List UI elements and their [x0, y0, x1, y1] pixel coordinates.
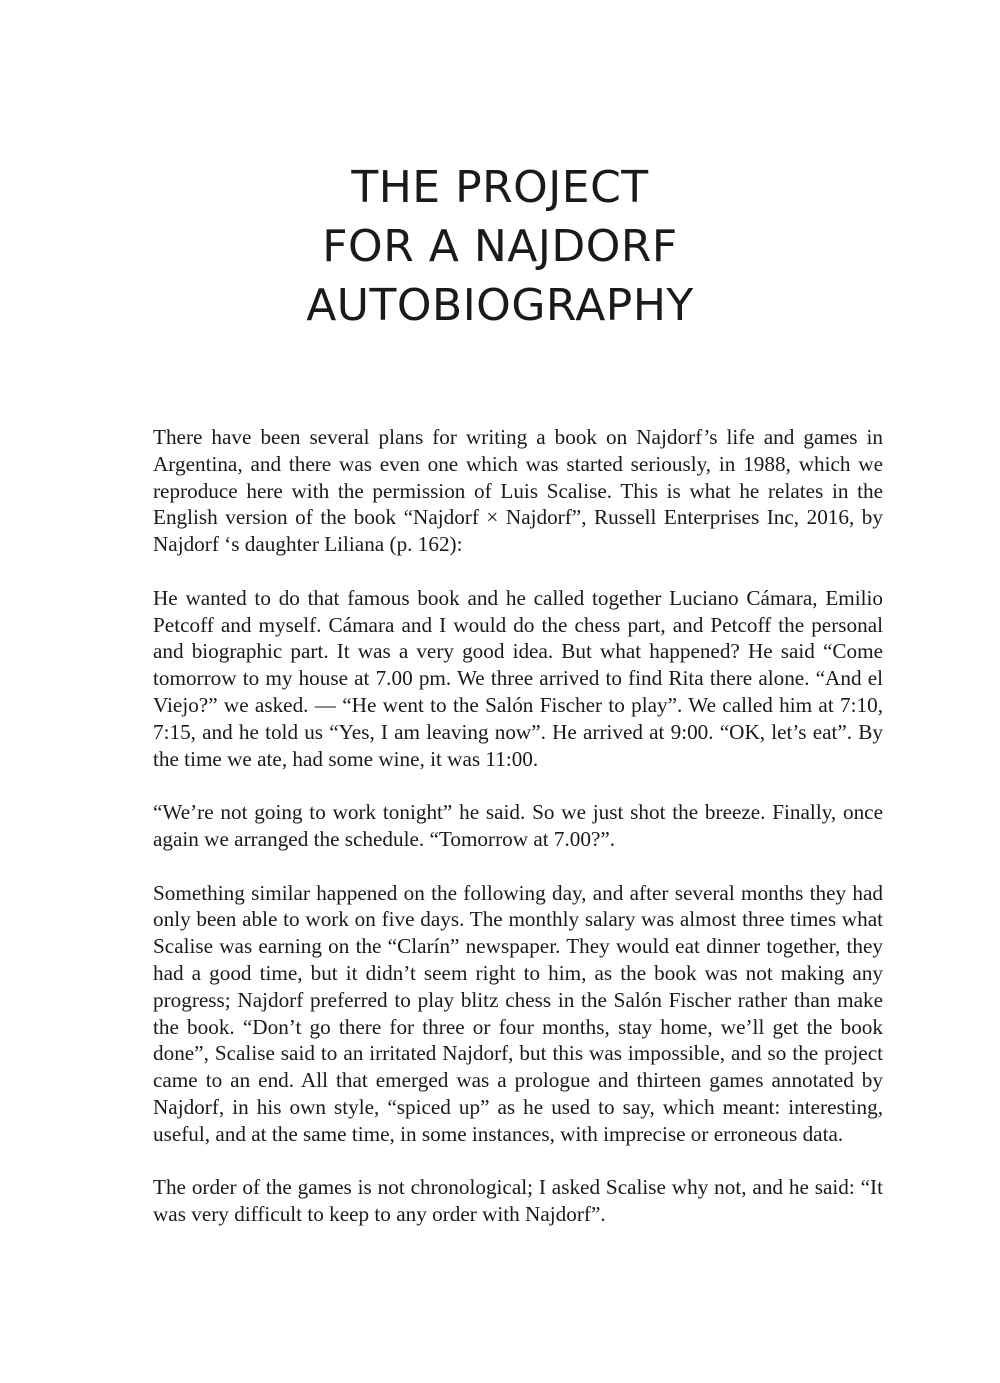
paragraph-closing: The order of the games is not chronological; I asked Scalise why not, and he said: “It was very difficult to keep to any order with Najdorf”.: [153, 1175, 883, 1227]
paragraph-narrative: Something similar happened on the following day, and after several months they had only been able to work on five days. The monthly salary was almost three times what Scalise was earning on the “Clarín” newspaper. They would eat dinner together, they had a good time, but it didn’t seem right to him, as the book was not making any progress; Najdorf preferred to play blitz chess in the Salón Fischer rather than make the book. “Don’t go there for three or four months, stay home, we’ll get the book done”, Scalise said to an irritated Najdorf, but this was impossible, and so the project came to an end. All that emerged was a prologue and thirteen games annotated by Najdorf, in his own style, “spiced up” as he used to say, which meant: interesting, useful, and at the same time, in some instances, with imprecise or erroneous data.: [153, 880, 883, 1146]
body-text: [153, 424, 883, 1228]
paragraph-intro: There have been several plans for writing a book on Najdorf’s life and games in Argentina, and there was even one which was started seriously, in 1988, which we reproduce here with the permission of Luis Scalise. This is what he relates in the English version of the book “Najdorf × Najdorf”, Russell Enterprises Inc, 2016, by Najdorf ‘s daughter Liliana (p. 162):: [153, 425, 883, 557]
chapter-title-line-2: FOR A NAJDORF: [322, 221, 678, 272]
chapter-title-line-3: AUTOBIOGRAPHY: [306, 280, 694, 331]
chapter-title-line-1: THE PROJECT: [351, 162, 649, 213]
paragraph-quote-1: He wanted to do that famous book and he called together Luciano Cámara, Emilio Petcoff and myself. Cámara and I would do the chess part, and Petcoff the personal and biographic part. It was a very good idea. But what happened? He said “Come tomorrow to my house at 7.00 pm. We three arrived to find Rita there alone. “And el Viejo?” we asked. — “He went to the Salón Fischer to play”. We called him at 7:10, 7:15, and he told us “Yes, I am leaving now”. He arrived at 9:00. “OK, let’s eat”. By the time we ate, had some wine, it was 11:00.: [153, 585, 883, 771]
paragraph-quote-2: “We’re not going to work tonight” he said. So we just shot the breeze. Finally, once again we arranged the schedule. “Tomorrow at 7.00?”.: [153, 800, 883, 851]
chapter-title: [0, 158, 1000, 335]
